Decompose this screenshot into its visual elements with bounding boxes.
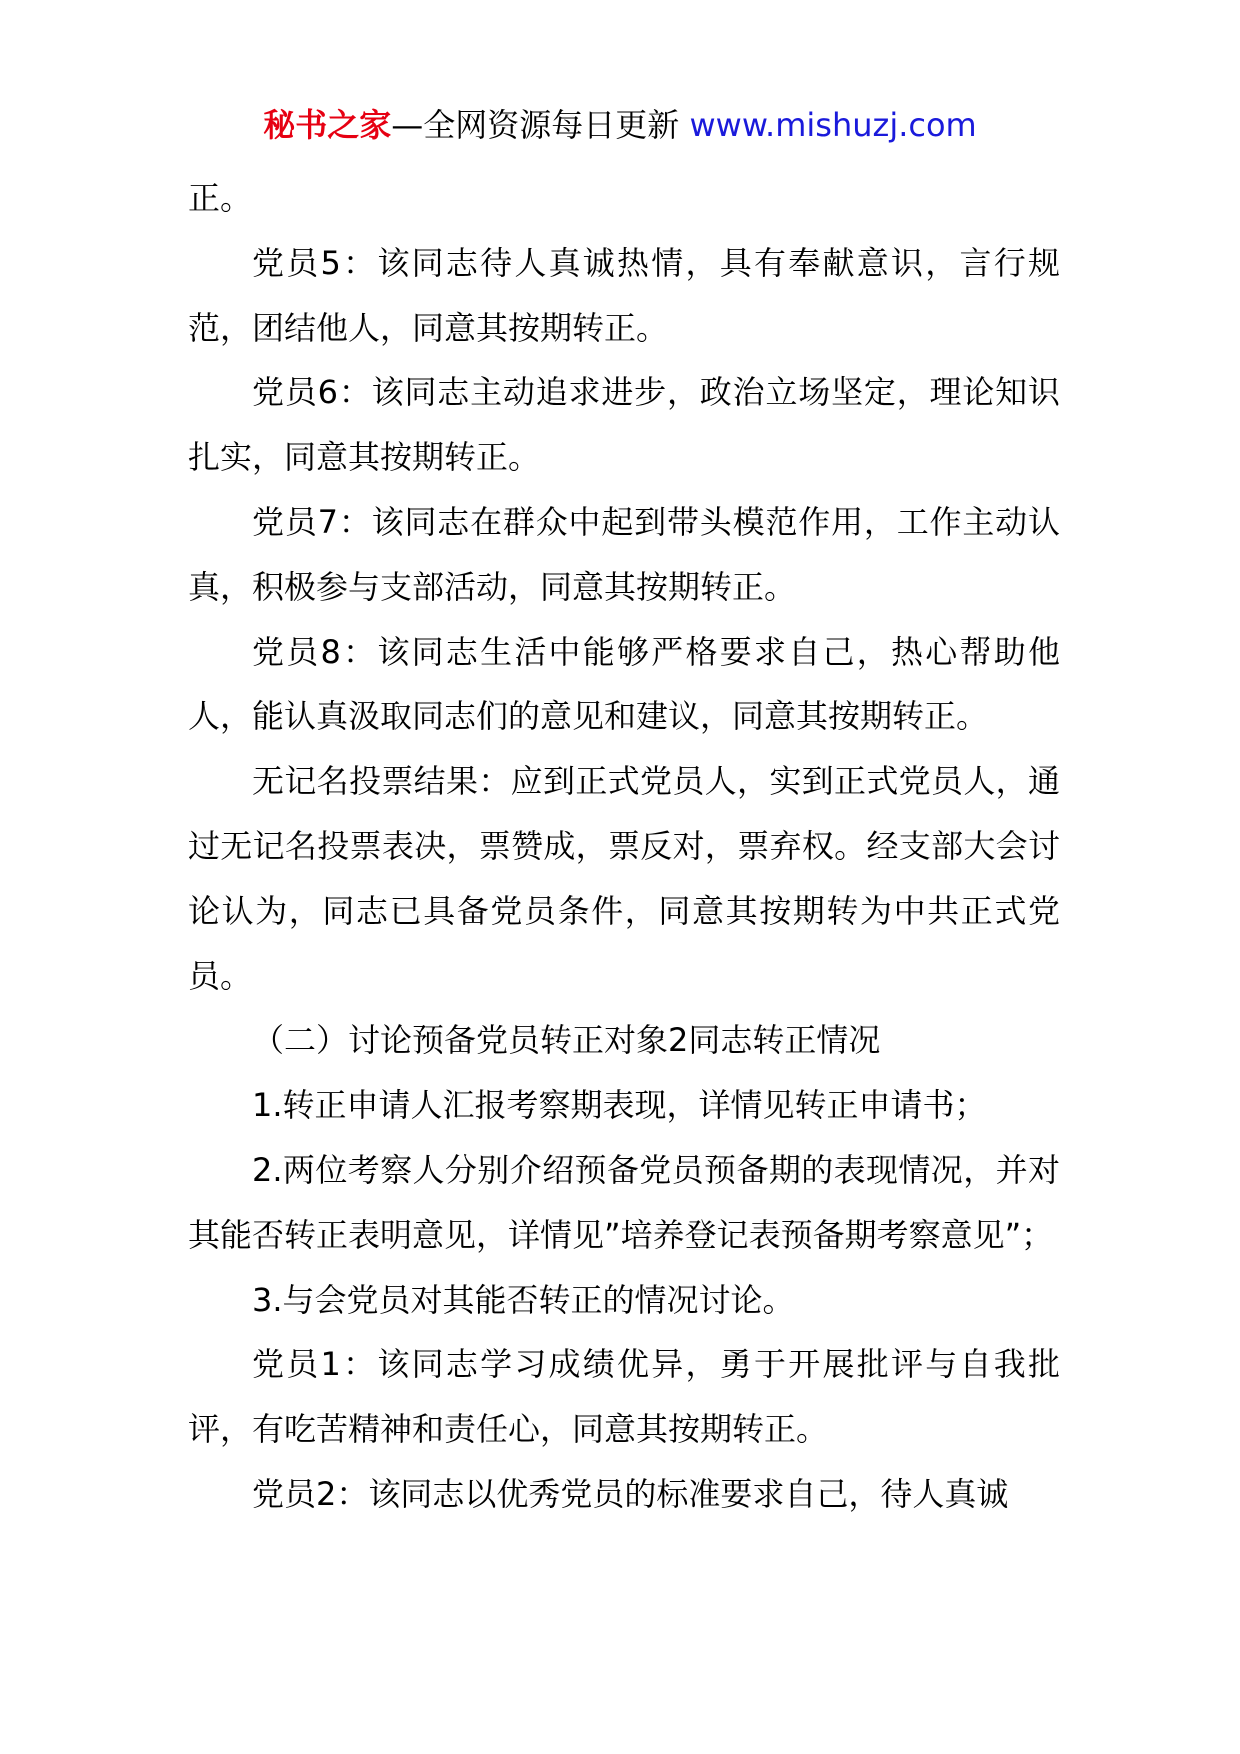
paragraph: 党员7：该同志在群众中起到带头模范作用，工作主动认真，积极参与支部活动，同意其按期转正。 [188,502,1060,606]
paragraph: 党员6：该同志主动追求进步，政治立场坚定，理论知识扎实，同意其按期转正。 [188,373,1060,477]
document-body [188,166,1060,1527]
paragraph: 党员2：该同志以优秀党员的标准要求自己，待人真诚 [252,1474,1009,1513]
paragraph: 3.与会党员对其能否转正的情况讨论。 [252,1280,795,1319]
header-tagline: —全网资源每日更新 [391,106,690,144]
paragraph: 无记名投票结果：应到正式党员人，实到正式党员人，通过无记名投票表决，票赞成，票反对，票弃权。经支部大会讨论认为，同志已具备党员条件，同意其按期转为中共正式党员。 [188,762,1060,995]
site-header [0,103,1240,147]
brand-name: 秘书之家 [263,106,392,144]
paragraph: 党员5：该同志待人真诚热情，具有奉献意识，言行规范，团结他人，同意其按期转正。 [188,243,1060,347]
site-url-link[interactable]: www.mishuzj.com [689,106,977,144]
paragraph: 正。 [188,179,253,217]
section-heading: （二）讨论预备党员转正对象2同志转正情况 [252,1021,881,1060]
paragraph: 2.两位考察人分别介绍预备党员预备期的表现情况，并对其能否转正表明意见，详情见”培养登记表预备期考察意见”； [188,1150,1060,1254]
paragraph: 党员8：该同志生活中能够严格要求自己，热心帮助他人，能认真汲取同志们的意见和建议，同意其按期转正。 [188,632,1060,736]
paragraph: 1.转正申请人汇报考察期表现，详情见转正申请书； [252,1086,987,1125]
paragraph: 党员1：该同志学习成绩优异，勇于开展批评与自我批评，有吃苦精神和责任心，同意其按期转正。 [188,1345,1060,1449]
